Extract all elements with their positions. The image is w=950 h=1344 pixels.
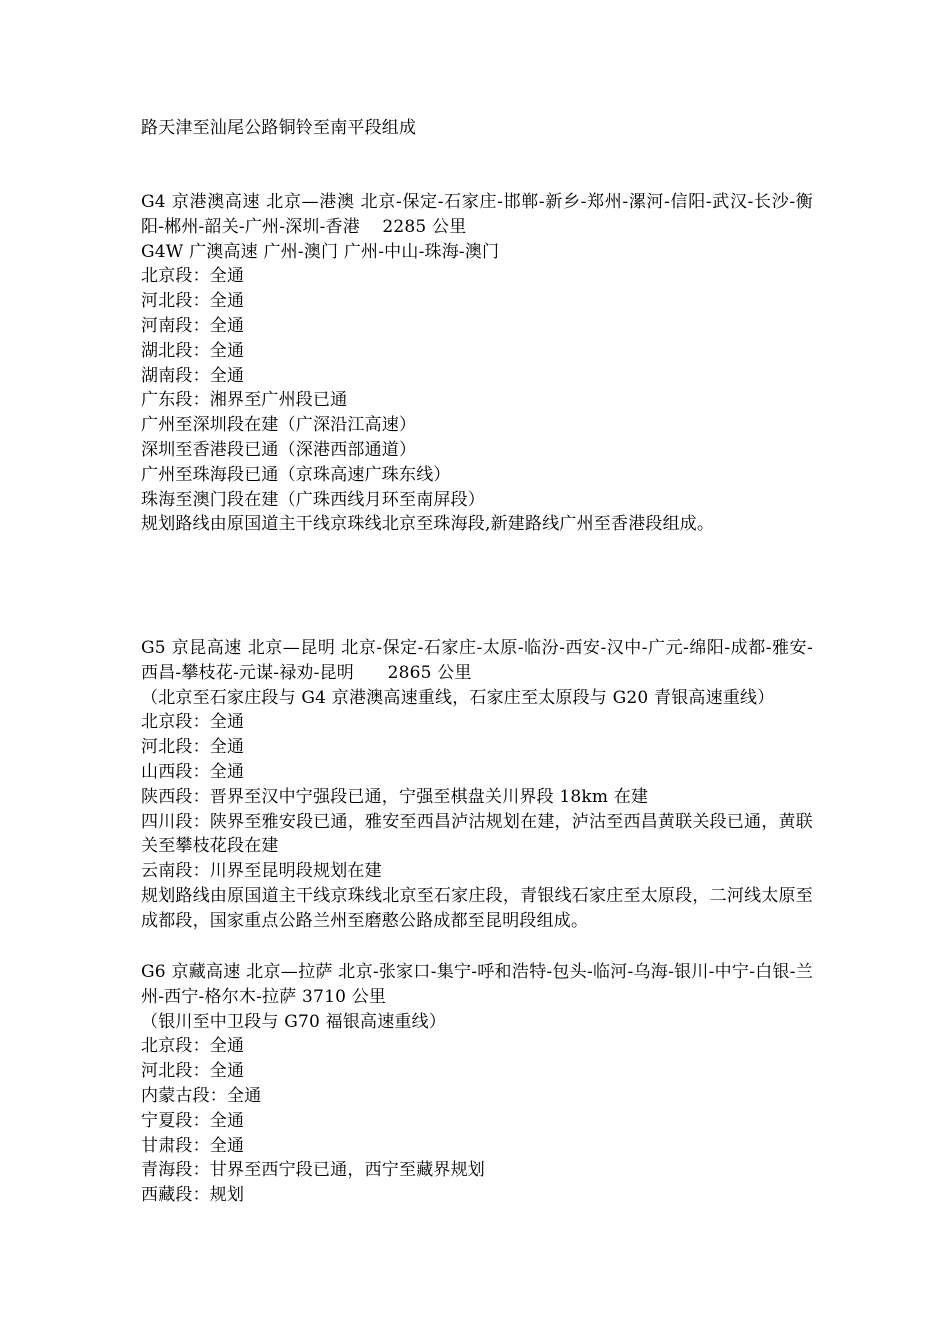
g5-segment: 四川段：陕界至雅安段已通，雅安至西昌泸沽规划在建，泸沽至西昌黄联关段已通，黄联关至攀枝花段在建 (141, 811, 813, 857)
g5-segment: 陕西段：晋界至汉中宁强段已通，宁强至棋盘关川界段 18km 在建 (141, 786, 649, 807)
g4-segment: 湖北段：全通 (141, 340, 245, 361)
g4-branch: G4W 广澳高速 广州-澳门 广州-中山-珠海-澳门 (141, 241, 500, 262)
g5-segment: 山西段：全通 (141, 761, 245, 782)
section-g5 (141, 636, 813, 934)
g5-note: （北京至石家庄段与 G4 京港澳高速重线，石家庄至太原段与 G20 青银高速重线） (141, 687, 775, 708)
intro-text: 路天津至汕尾公路铜铃至南平段组成 (141, 118, 417, 138)
g6-segment: 宁夏段：全通 (141, 1110, 245, 1131)
g4-segment: 深圳至香港段已通（深港西部通道） (141, 439, 417, 460)
g6-segment: 甘肃段：全通 (141, 1135, 245, 1156)
g6-segment: 北京段：全通 (141, 1036, 245, 1057)
g6-note: （银川至中卫段与 G70 福银高速重线） (141, 1011, 447, 1032)
g5-segment: 河北段：全通 (141, 737, 245, 758)
g4-segment: 北京段：全通 (141, 266, 245, 287)
g5-plan: 规划路线由原国道主干线京珠线北京至石家庄段，青银线石家庄至太原段，二河线太原至成都段，国家重点公路兰州至磨憨公路成都至昆明段组成。 (141, 885, 813, 931)
g4-plan: 规划路线由原国道主干线京珠线北京至珠海段,新建路线广州至香港段组成。 (141, 514, 715, 535)
g5-segment: 北京段：全通 (141, 712, 245, 733)
g6-segment: 河北段：全通 (141, 1061, 245, 1082)
g4-segment: 河北段：全通 (141, 291, 245, 312)
g4-segment: 珠海至澳门段在建（广珠西线月环至南屏段） (141, 489, 485, 510)
g6-segment: 内蒙古段：全通 (141, 1085, 262, 1106)
g6-header: G6 京藏高速 北京—拉萨 北京-张家口-集宁-呼和浩特-包头-临河-乌海-银川-中宁-白银-兰州-西宁-格尔木-拉萨 3710 公里 (141, 962, 813, 1007)
g4-segment: 广东段：湘界至广州段已通 (141, 390, 348, 411)
g5-segment: 云南段：川界至昆明段规划在建 (141, 861, 382, 882)
section-g6 (141, 960, 813, 1208)
g4-segment: 广州至珠海段已通（京珠高速广珠东线） (141, 464, 451, 485)
g4-segment: 湖南段：全通 (141, 365, 245, 386)
g6-segment: 西藏段：规划 (141, 1185, 245, 1206)
g4-header: G4 京港澳高速 北京—港澳 北京-保定-石家庄-邯郸-新乡-郑州-漯河-信阳-武汉-长沙-衡阳-郴州-韶关-广州-深圳-香港 2285 公里 (141, 192, 813, 237)
intro-line (141, 116, 813, 141)
g6-segment: 青海段：甘界至西宁段已通，西宁至藏界规划 (141, 1160, 485, 1181)
g4-segment: 广州至深圳段在建（广深沿江高速） (141, 415, 417, 436)
g4-segment: 河南段：全通 (141, 315, 245, 336)
section-g4 (141, 190, 813, 537)
g5-header: G5 京昆高速 北京—昆明 北京-保定-石家庄-太原-临汾-西安-汉中-广元-绵阳-成都-雅安-西昌-攀枝花-元谋-禄劝-昆明 2865 公里 (141, 638, 813, 683)
